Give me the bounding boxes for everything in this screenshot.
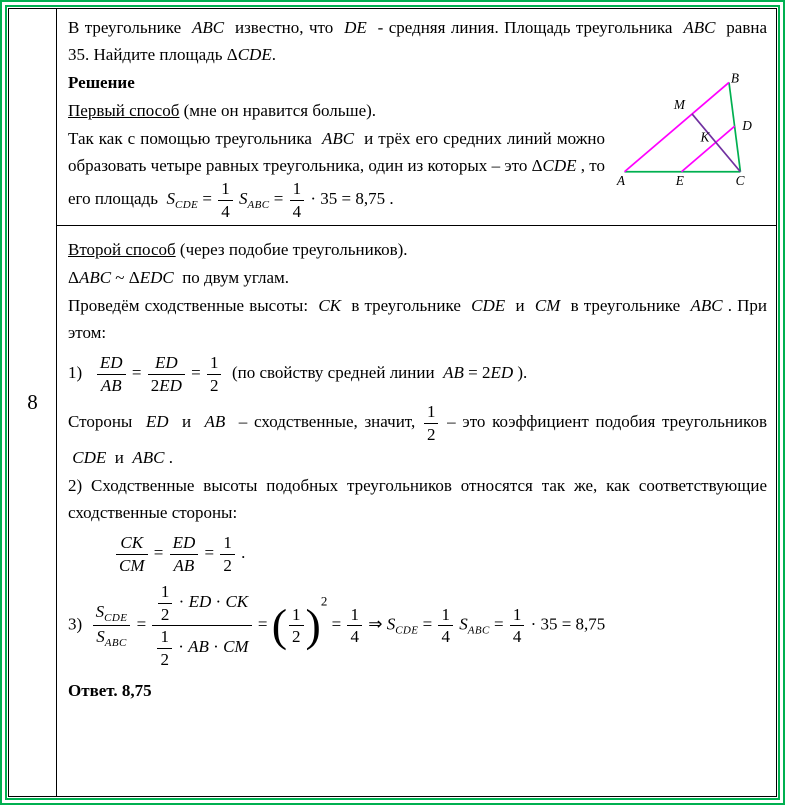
step1-formula: [68, 353, 767, 395]
fraction: [91, 602, 133, 650]
text-run: AB: [100, 375, 122, 395]
text-run: 1: [426, 402, 436, 422]
text-run: S: [459, 614, 468, 634]
text-run: ABC: [78, 268, 112, 288]
text-run: – это коэффициент подобия треугольников: [68, 412, 767, 468]
text-run: EDC: [139, 268, 174, 288]
text-run: 1: [209, 353, 219, 373]
text-run: =: [327, 614, 346, 634]
text-run: =: [186, 363, 205, 383]
text-run: 3): [68, 614, 91, 634]
text-run: и: [505, 296, 535, 316]
text-run: 1): [68, 363, 95, 383]
text-run: Решение: [68, 73, 135, 92]
text-run: 1: [292, 179, 302, 198]
text-run: AB: [443, 363, 464, 383]
text-run: ABC: [104, 637, 127, 650]
text-run: Δ: [68, 268, 79, 288]
text-run: 4: [292, 201, 302, 221]
similarity-statement: [68, 264, 767, 291]
text-run: и: [168, 412, 205, 432]
fraction: [508, 605, 527, 647]
text-run: 2: [160, 604, 170, 624]
text-run: и: [106, 448, 133, 468]
text-run: 1: [223, 533, 232, 553]
text-run: =: [253, 614, 272, 634]
text-run: CDE: [237, 45, 272, 64]
fraction: [288, 179, 307, 221]
text-run: ·: [211, 592, 226, 612]
figure-label-A: A: [616, 173, 626, 187]
text-run: в треугольнике: [341, 296, 472, 316]
text-run: ED: [99, 353, 123, 373]
step3-formula: [68, 582, 767, 669]
text-run: ABC: [192, 18, 225, 37]
fraction: [156, 582, 175, 624]
fraction: [146, 353, 187, 395]
triangle-figure: [615, 71, 767, 187]
text-run: ).: [513, 363, 528, 383]
text-run: ED: [159, 375, 182, 395]
text-run: .: [236, 543, 246, 563]
fraction: [287, 605, 306, 647]
text-run: 4: [441, 627, 450, 647]
fraction: [436, 605, 455, 647]
text-run: ⇒: [363, 614, 387, 634]
text-run: DE: [344, 18, 367, 37]
fraction: [216, 179, 235, 221]
answer: [68, 677, 767, 704]
solution-section-1: [57, 9, 776, 226]
fraction: [155, 627, 174, 669]
text-run: AB: [204, 412, 226, 432]
text-run: ~ Δ: [111, 268, 140, 288]
text-run: ED: [188, 592, 212, 612]
text-run: (через подобие треугольников).: [175, 240, 408, 260]
text-run: CM: [223, 637, 249, 657]
triangle-figure-svg: [615, 71, 767, 187]
figure-label-M: M: [673, 97, 685, 113]
text-run: ·: [173, 637, 189, 657]
text-run: CDE: [542, 156, 577, 175]
text-run: S: [95, 601, 105, 621]
text-run: Стороны: [68, 412, 146, 432]
fraction: [345, 605, 364, 647]
text-run: S: [239, 188, 248, 208]
text-run: 2: [209, 375, 219, 395]
text-run: (по свойству средней линии: [223, 363, 444, 383]
text-run: . При этом:: [68, 296, 768, 343]
text-run: и трёх его средних линий можно образовать четыре равных треугольника, один из которых – это Δ: [68, 129, 605, 175]
text-run: CDE: [104, 611, 128, 624]
text-run: 4: [350, 627, 359, 647]
text-run: =: [418, 614, 437, 634]
fraction: [218, 533, 237, 575]
text-run: (мне он нравится больше).: [179, 101, 377, 120]
text-run: 1: [441, 604, 450, 624]
text-run: В треугольнике: [68, 18, 193, 37]
text-run: CM: [119, 555, 145, 575]
text-run: CDE: [471, 296, 506, 316]
text-run: AB: [173, 555, 195, 575]
text-run: по двум углам.: [173, 268, 290, 288]
text-run: в треугольнике: [560, 296, 691, 316]
heights-statement: [68, 292, 767, 346]
text-run: 1: [350, 604, 359, 624]
text-run: CK: [318, 296, 342, 316]
figure-line-side-AB: [625, 82, 730, 171]
text-run: CDE: [72, 448, 107, 468]
text-run: Проведём сходственные высоты:: [68, 296, 319, 316]
text-run: 1: [160, 582, 170, 602]
text-run: =: [198, 188, 217, 208]
similarity-coefficient-text: [68, 402, 767, 471]
text-run: 1: [221, 179, 230, 198]
text-run: ): [305, 599, 321, 651]
text-run: · 35 = 8,75: [526, 614, 606, 634]
text-run: Второй способ: [68, 240, 176, 260]
text-run: S: [386, 614, 396, 634]
text-run: , то его площадь: [68, 156, 605, 208]
text-run: (: [271, 599, 288, 651]
fraction: [150, 582, 253, 669]
text-run: CK: [225, 592, 249, 612]
step2-formula: [114, 533, 767, 575]
text-run: .: [271, 45, 276, 64]
text-run: Первый способ: [68, 101, 180, 120]
text-run: Так как с помощью треугольника: [68, 129, 322, 148]
text-run: – сходственные, значит,: [225, 412, 422, 432]
problem-number: 8: [27, 390, 38, 414]
text-run: Ответ. 8,75: [68, 680, 152, 700]
text-run: 1: [160, 627, 169, 647]
fraction: [95, 353, 128, 395]
text-run: AB: [188, 637, 209, 657]
text-run: ·: [208, 637, 224, 657]
text-run: ABC: [247, 198, 270, 211]
text-run: = 2: [463, 363, 491, 383]
text-run: CM: [534, 296, 561, 316]
text-run: .: [164, 448, 173, 468]
text-run: =: [269, 188, 288, 208]
text-run: =: [127, 363, 146, 383]
problem-number-cell: [9, 9, 57, 796]
text-run: - средняя линия. Площадь треугольника: [366, 18, 684, 37]
text-run: 2: [160, 650, 169, 670]
text-run: ABC: [683, 18, 716, 37]
text-run: =: [149, 543, 168, 563]
text-run: известно, что: [224, 18, 345, 37]
text-run: CDE: [395, 624, 419, 637]
text-run: S: [96, 627, 105, 647]
text-run: ED: [490, 363, 514, 383]
fraction: [205, 353, 224, 395]
text-run: ABC: [132, 448, 165, 468]
text-run: CDE: [174, 198, 199, 211]
method2-heading: [68, 236, 767, 263]
text-run: 2: [150, 375, 160, 395]
text-run: =: [200, 543, 219, 563]
figure-label-B: B: [730, 71, 740, 86]
step2-text: [68, 472, 767, 526]
text-run: 1: [512, 604, 522, 624]
text-run: =: [132, 614, 151, 634]
text-run: S: [166, 188, 175, 208]
text-run: ED: [172, 533, 196, 553]
problem-statement: [68, 14, 767, 68]
text-run: 4: [512, 627, 522, 647]
figure-label-D: D: [742, 117, 752, 133]
text-run: ABC: [321, 129, 355, 148]
text-run: ABC: [467, 624, 490, 637]
text-run: 1: [292, 604, 301, 624]
text-run: 2: [320, 593, 328, 609]
text-run: 2: [426, 424, 436, 444]
fraction: [422, 402, 441, 444]
text-run: ABC: [690, 296, 723, 316]
text-run: ·: [174, 592, 189, 612]
text-run: равна 35. Найдите площадь Δ: [68, 18, 767, 64]
figure-line-altitude-CM: [692, 114, 740, 172]
text-run: 2: [292, 627, 301, 647]
text-run: CK: [120, 533, 144, 553]
text-run: 4: [221, 201, 230, 221]
text-run: 2: [223, 555, 232, 575]
text-run: 2) Сходственные высоты подобных треугольников относятся так же, как соответствующие сходственные стороны:: [68, 476, 767, 523]
figure-label-K: K: [700, 129, 710, 145]
text-run: · 35 = 8,75 .: [306, 188, 394, 208]
figure-label-E: E: [675, 173, 684, 187]
fraction: [114, 533, 150, 575]
text-run: =: [489, 614, 508, 634]
problem-table: [8, 8, 777, 797]
text-run: ED: [154, 353, 178, 373]
fraction: [168, 533, 201, 575]
solution-section-2: [57, 226, 776, 796]
figure-label-C: C: [735, 173, 745, 187]
text-run: ED: [145, 412, 169, 432]
